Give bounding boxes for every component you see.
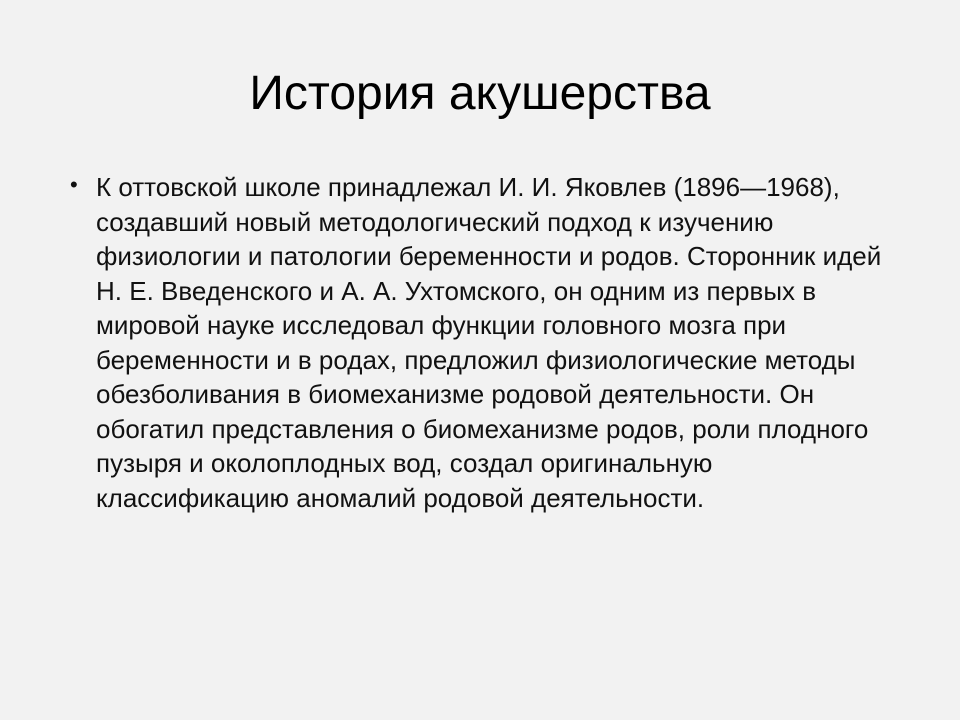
bullet-item xyxy=(70,170,900,515)
bullet-list xyxy=(70,170,900,515)
slide-title: История акушерства xyxy=(249,67,711,120)
bullet-text: К оттовской школе принадлежал И. И. Яковлев (1896—1968), создавший новый методологический подход к изучению физиологии и патологии беременности и родов. Сторонник идей Н. Е. Введенского и А. А. Ухтомского, он одним из первых в мировой науке исследовал функции головного мозга при беременности и в родах, предложил физиологические методы обезболивания в биомеханизме родовой деятельности. Он обогатил представления о биомеханизме родов, роли плодного пузыря и околоплодных вод, создал оригинальную классификацию аномалий родовой деятельности. xyxy=(96,172,882,513)
bullet-marker: • xyxy=(70,172,78,197)
